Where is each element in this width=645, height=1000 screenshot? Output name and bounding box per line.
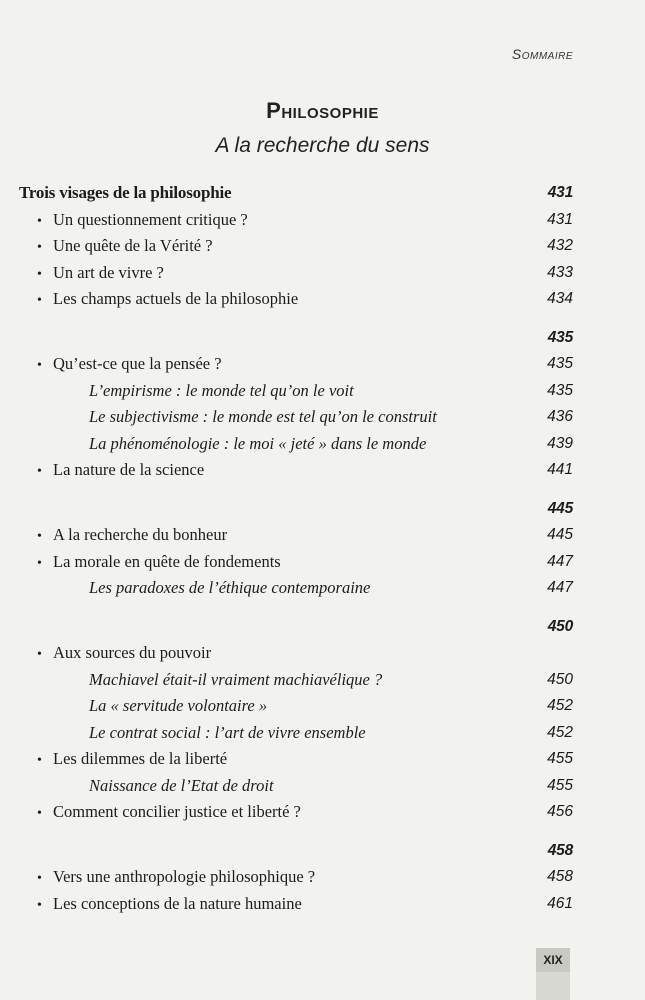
toc-page-number: 432 — [547, 237, 573, 254]
toc-page-number: 455 — [547, 750, 573, 767]
toc-page-number: 455 — [547, 776, 573, 794]
toc-page-number: 445 — [547, 526, 573, 543]
toc-entry-label: Aux sources du pouvoir — [53, 643, 212, 662]
toc-section-heading[interactable] — [19, 496, 573, 523]
toc-page-number: 433 — [547, 263, 573, 281]
running-head: Sommaire — [511, 46, 573, 62]
toc-page-number: 436 — [547, 408, 573, 425]
toc-entry-label: Vers une anthropologie philosophique ? — [53, 867, 316, 886]
bullet-icon: • — [37, 213, 42, 229]
toc-page-number: 447 — [547, 579, 573, 596]
toc-entry-label: Naissance de l’Etat de droit — [89, 775, 274, 795]
toc-entry-label: La morale en quête de fondements — [53, 551, 281, 571]
toc-entry-label: La nature de la science — [53, 460, 205, 479]
part-subtitle: A la recherche du sens — [215, 134, 430, 157]
toc-item[interactable] — [19, 260, 573, 287]
toc-page-number: 458 — [547, 841, 573, 859]
bullet-icon: • — [37, 293, 42, 308]
toc-subitem[interactable] — [19, 431, 573, 458]
toc-page-number: 456 — [547, 803, 573, 820]
toc-subitem[interactable] — [19, 575, 573, 602]
bullet-icon: • — [37, 266, 42, 282]
toc-item[interactable] — [19, 746, 573, 773]
toc-entry-label: La phénoménologie : le moi « jeté » dans le monde — [89, 433, 427, 453]
toc-entry-label: Un art de vivre ? — [53, 262, 164, 282]
toc-entry-label: La « servitude volontaire » — [89, 696, 268, 715]
toc-subitem[interactable] — [19, 773, 573, 800]
toc-section-heading[interactable] — [19, 614, 573, 641]
bullet-icon: • — [37, 240, 42, 255]
toc-item[interactable] — [19, 864, 573, 891]
toc-page-number: 435 — [547, 381, 573, 399]
bullet-icon: • — [37, 358, 42, 373]
toc-subitem[interactable] — [19, 378, 573, 405]
toc-item[interactable] — [19, 233, 573, 260]
toc-section-heading[interactable] — [19, 325, 573, 352]
toc-page-number: 439 — [547, 434, 573, 452]
folio-strip — [536, 972, 570, 1000]
toc-page-number: 447 — [547, 552, 573, 570]
toc-entry-label: Le contrat social : l’art de vivre ensemble — [89, 722, 366, 742]
page-folio: XIX — [536, 948, 570, 972]
bullet-icon: • — [37, 647, 42, 662]
toc-entry-label: Les champs actuels de la philosophie — [53, 289, 299, 308]
toc-entry-label: Le subjectivisme : le monde est tel qu’on le construit — [89, 407, 437, 426]
bullet-icon: • — [37, 529, 42, 544]
toc-page-number: 435 — [547, 355, 573, 372]
toc-item[interactable] — [19, 457, 573, 484]
toc-subitem[interactable] — [19, 667, 573, 694]
toc-item[interactable] — [19, 286, 573, 313]
bullet-icon: • — [37, 806, 42, 821]
toc-item[interactable] — [19, 351, 573, 378]
toc-page-number: 452 — [547, 723, 573, 741]
toc-subitem[interactable] — [19, 404, 573, 431]
toc-item[interactable] — [19, 640, 573, 667]
toc-entry-label: Qu’est-ce que la pensée ? — [53, 354, 222, 373]
bullet-icon: • — [37, 897, 42, 913]
toc-page-number: 431 — [547, 210, 573, 228]
toc-page-number: 435 — [547, 328, 573, 346]
toc-item[interactable] — [19, 891, 573, 918]
part-title: Philosophie — [266, 98, 379, 123]
toc-page-number: 441 — [547, 461, 573, 478]
bullet-icon: • — [37, 871, 42, 886]
toc-page-number: 434 — [547, 290, 573, 307]
toc-page-number: 450 — [547, 617, 573, 635]
toc-subitem[interactable] — [19, 720, 573, 747]
toc-page-number: 445 — [547, 499, 573, 517]
toc-item[interactable] — [19, 207, 573, 234]
toc-entry-label: Les dilemmes de la liberté — [53, 749, 228, 768]
toc-item[interactable] — [19, 799, 573, 826]
toc-item[interactable] — [19, 522, 573, 549]
table-of-contents — [19, 180, 573, 917]
toc-page-number: 458 — [547, 868, 573, 885]
toc-entry-label: Un questionnement critique ? — [53, 209, 248, 229]
toc-entry-label: Les conceptions de la nature humaine — [53, 893, 302, 913]
toc-entry-label: Une quête de la Vérité ? — [53, 236, 213, 255]
bullet-icon: • — [37, 464, 42, 479]
toc-entry-label: L’empirisme : le monde tel qu’on le voit — [89, 380, 354, 400]
toc-page-number: 461 — [547, 894, 573, 912]
bullet-icon: • — [37, 555, 42, 571]
toc-page-number: 452 — [547, 697, 573, 714]
toc-entry-label: Comment concilier justice et liberté ? — [53, 802, 301, 821]
toc-section-heading[interactable] — [19, 838, 573, 865]
toc-entry-label: Les paradoxes de l’éthique contemporaine — [89, 578, 371, 597]
toc-item[interactable] — [19, 549, 573, 576]
toc-entry-label: A la recherche du bonheur — [53, 525, 228, 544]
toc-entry-label: Machiavel était-il vraiment machiavélique ? — [89, 669, 383, 689]
toc-section-heading[interactable] — [19, 180, 573, 207]
toc-subitem[interactable] — [19, 693, 573, 720]
toc-page-number: 450 — [547, 670, 573, 688]
bullet-icon: • — [37, 753, 42, 768]
toc-entry-label: Trois visages de la philosophie — [19, 183, 232, 202]
toc-page-number: 431 — [547, 184, 573, 201]
